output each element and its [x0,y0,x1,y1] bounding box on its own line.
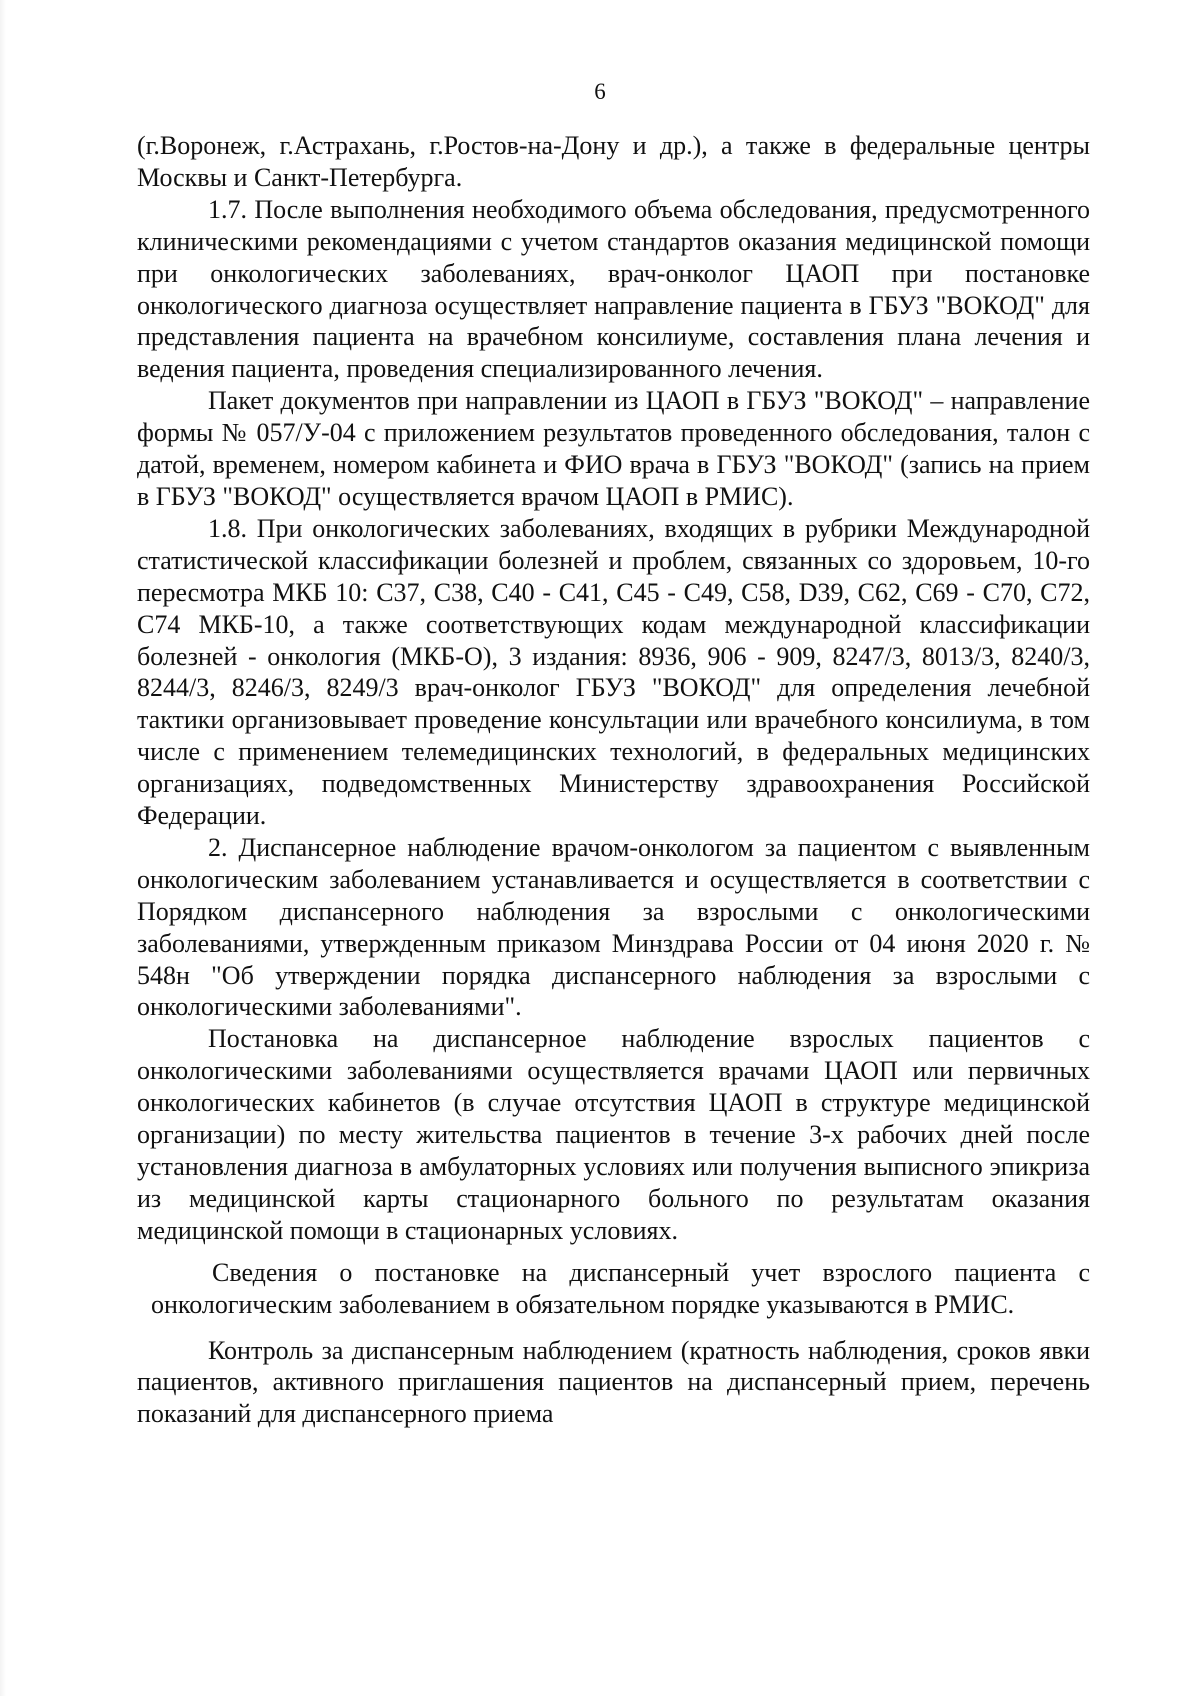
paragraph-rmis-records: Сведения о постановке на диспансерный учет взрослого пациента с онкологическим заболеванием в обязательном порядке указываются в РМИС. [151,1257,1090,1319]
paragraph-1-8: 1.8. При онкологических заболеваниях, входящих в рубрики Международной статистической классификации болезней и проблем, связанных со здоровьем, 10-го пересмотра МКБ 10: С37, С38, С40 - С41, С45 - С49, С58, D39, С62, С69 - С70, С72, С74 МКБ-10, а также соответствующих кодам международной классификации болезней - онкология (МКБ-О), 3 издания: 8936, 906 - 909, 8247/3, 8013/3, 8240/3, 8244/3, 8246/3, 8249/3 врач-онколог ГБУЗ "ВОКОД" для определения лечебной тактики организовывает проведение консультации или врачебного консилиума, в том числе с применением телемедицинских технологий, в федеральных медицинских организациях, подведомственных Министерству здравоохранения Российской Федерации. [137,513,1090,831]
paragraph-document-package: Пакет документов при направлении из ЦАОП в ГБУЗ "ВОКОД" – направление формы № 057/У-04 с приложением результатов проведенного обследования, талон с датой, временем, номером кабинета и ФИО врача в ГБУЗ "ВОКОД" (запись на прием в ГБУЗ "ВОКОД" осуществляется врачом ЦАОП в РМИС). [137,386,1090,511]
document-body [137,130,1090,1430]
page-number: 6 [594,79,606,104]
paragraph-1-7: 1.7. После выполнения необходимого объема обследования, предусмотренного клиническими рекомендациями с учетом стандартов оказания медицинской помощи при онкологических заболеваниях, врач-онколог ЦАОП при постановке онкологического диагноза осуществляет направление пациента в ГБУЗ "ВОКОД" для представления пациента на врачебном консилиуме, составления плана лечения и ведения пациента, проведения специализированного лечения. [137,194,1090,384]
paragraph-2-dispensary-observation: 2. Диспансерное наблюдение врачом-онкологом за пациентом с выявленным онкологическим заболеванием устанавливается и осуществляется в соответствии с Порядком диспансерного наблюдения за взрослыми с онкологическими заболеваниями, утвержденным приказом Минздрава России от 04 июня 2020 г. № 548н "Об утверждении порядка диспансерного наблюдения за взрослыми с онкологическими заболеваниями". [137,832,1090,1022]
paragraph-continuation: (г.Воронеж, г.Астрахань, г.Ростов-на-Дону и др.), а также в федеральные центры Москвы и Санкт-Петербурга. [137,131,1090,192]
scan-edge [0,0,6,1696]
paragraph-registration: Постановка на диспансерное наблюдение взрослых пациентов с онкологическими заболеваниями осуществляется врачами ЦАОП или первичных онкологических кабинетов (в случае отсутствия ЦАОП в структуре медицинской организации) по месту жительства пациентов в течение 3-х рабочих дней после установления диагноза в амбулаторных условиях или получения выписного эпикриза из медицинской карты стационарного больного по результатам оказания медицинской помощи в стационарных условиях. [137,1024,1090,1245]
paragraph-control: Контроль за диспансерным наблюдением (кратность наблюдения, сроков явки пациентов, активного приглашения пациентов на диспансерный прием, перечень показаний для диспансерного приема [137,1335,1090,1429]
